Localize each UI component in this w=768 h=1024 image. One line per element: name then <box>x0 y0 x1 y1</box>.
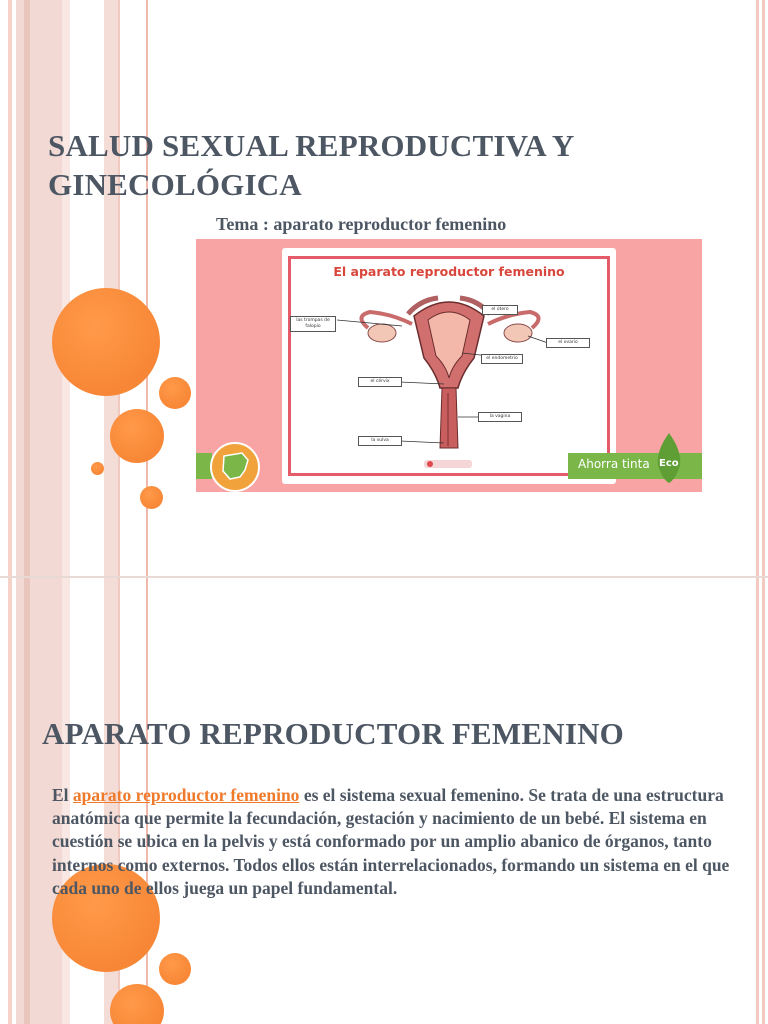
decor-stripe <box>8 0 12 578</box>
decor-circle <box>159 377 191 409</box>
label-vagina: la vagina <box>478 412 522 422</box>
label-endometrio: el endometrio <box>481 354 523 364</box>
decor-circle <box>110 984 164 1024</box>
eco-badge-label: Ahorra tinta <box>578 457 650 471</box>
decor-stripe <box>24 0 30 578</box>
label-vulva: la vulva <box>358 436 402 446</box>
decor-circle <box>159 953 191 985</box>
body-link[interactable]: aparato reproductor femenino <box>72 785 300 805</box>
decor-circle <box>110 409 164 463</box>
body-text: es el sistema sexual femenino. Se trata de una estructura anatómica que permite la fecundación, gestación y nacimiento de un bebé. El sistema en cuestión se ubica en la pelvis y está conformado por un amplio abanico de órganos, tanto internos como externos. Todos ellos están interrelacionados, formando un sistema en el que cada uno de ellos juega un papel fundamental. <box>52 785 730 898</box>
label-utero: el útero <box>482 305 518 315</box>
decor-stripe <box>756 0 759 578</box>
figure-card <box>282 248 616 484</box>
eco-word: Eco <box>659 458 679 469</box>
label-text: falopio <box>305 324 321 329</box>
decor-stripe <box>756 578 759 1024</box>
globe-icon <box>210 442 260 492</box>
label-cervix: el cérvix <box>358 377 402 387</box>
label-trompas <box>290 316 336 332</box>
slide-title-line: SALUD SEXUAL REPRODUCTIVA Y <box>48 128 575 163</box>
anatomy-figure <box>196 239 702 492</box>
label-text: las trompas de <box>296 318 330 323</box>
section-title: APARATO REPRODUCTOR FEMENINO <box>42 716 624 751</box>
decor-stripe <box>24 578 30 1024</box>
decor-circle <box>52 288 160 396</box>
body-paragraph <box>52 784 732 900</box>
slide-subtitle: Tema : aparato reproductor femenino <box>216 214 507 234</box>
decor-circle <box>91 462 104 475</box>
decor-stripe <box>762 578 765 1024</box>
decor-stripe <box>762 0 765 578</box>
decor-circle <box>140 486 163 509</box>
body-text: El <box>52 785 73 805</box>
decor-stripe <box>62 0 70 578</box>
decor-stripe <box>8 578 12 1024</box>
figure-title: El aparato reproductor femenino <box>333 264 565 279</box>
decor-stripe <box>16 0 62 578</box>
uterus-illustration <box>282 248 616 484</box>
slide-title-line: GINECOLÓGICA <box>48 167 302 202</box>
slide-title <box>48 126 574 204</box>
label-ovario: el ovario <box>546 338 590 348</box>
